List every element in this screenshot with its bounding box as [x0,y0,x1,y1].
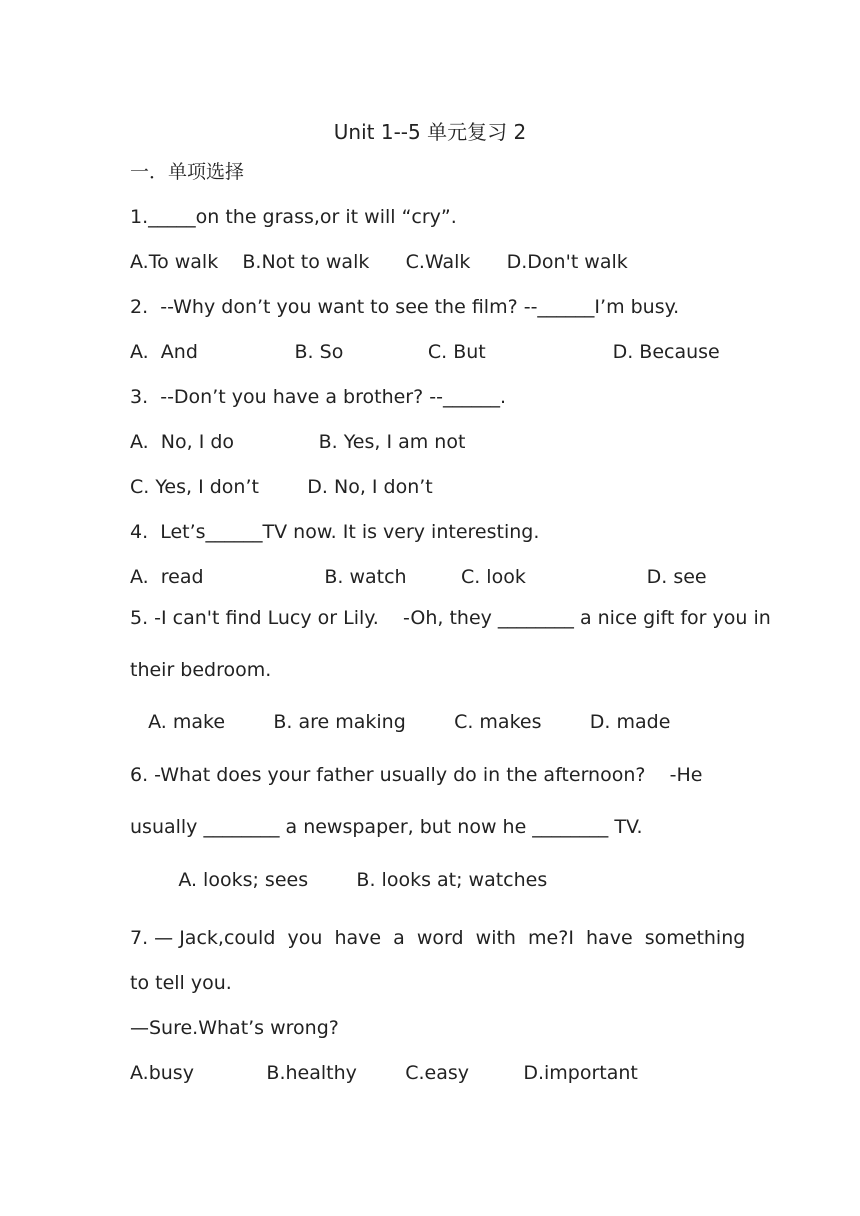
question-6-options: A. looks; sees B. looks at; watches [130,869,548,891]
question-2-options: A. And B. So C. But D. Because [130,341,720,363]
question-3-options-row-2: C. Yes, I don’t D. No, I don’t [130,476,433,498]
question-7-stem-line-1: 7. — Jack,could you have a word with me?I have something [130,927,746,949]
question-5-stem-line-1: 5. -I can't find Lucy or Lily. -Oh, they ________ a nice gift for you in [130,607,771,629]
question-4-stem: 4. Let’s______TV now. It is very interesting. [130,521,540,543]
question-7-options: A.busy B.healthy C.easy D.important [130,1062,638,1084]
question-6-stem-line-1: 6. -What does your father usually do in the afternoon? -He [130,764,703,786]
question-7-reply: —Sure.What’s wrong? [130,1017,339,1039]
page-title: Unit 1--5 单元复习 2 [333,120,527,144]
question-5-stem-line-2: their bedroom. [130,659,272,681]
question-4-options: A. read B. watch C. look D. see [130,566,707,588]
question-3-options-row-1: A. No, I do B. Yes, I am not [130,431,466,453]
question-1-stem: 1._____on the grass,or it will “cry”. [130,206,457,228]
question-2-stem: 2. --Why don’t you want to see the film? --______I’m busy. [130,296,680,318]
section-heading: 一．单项选择 [130,161,245,183]
question-5-options: A. make B. are making C. makes D. made [130,711,671,733]
question-1-options: A.To walk B.Not to walk C.Walk D.Don't walk [130,251,628,273]
question-6-stem-line-2: usually ________ a newspaper, but now he ________ TV. [130,816,643,838]
question-3-stem: 3. --Don’t you have a brother? --______. [130,386,506,408]
question-7-stem-line-2: to tell you. [130,972,232,994]
